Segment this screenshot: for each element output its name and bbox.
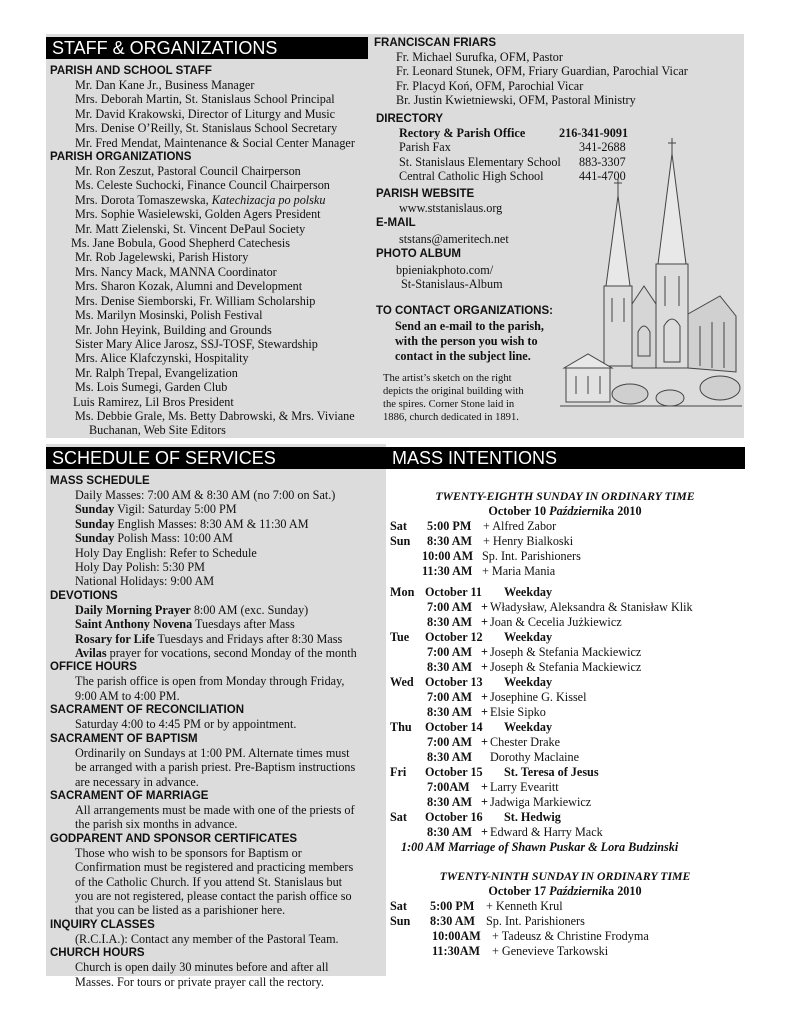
org-member-text: Mrs. Nancy Mack, MANNA Coordinator (75, 264, 277, 279)
church-sketch (560, 136, 742, 434)
weekday-row (390, 630, 740, 645)
weekday-mass-time: 7:00 AM (427, 645, 473, 659)
org-member-text: Ms. Lois Sumegi, Garden Club (75, 380, 228, 395)
org-member-text: Mrs. Denise Siemborski, Fr. William Scholarship (75, 293, 316, 308)
intention-name: Sp. Int. Parishioners (482, 549, 581, 563)
weekday-mass-plus: + (481, 690, 488, 704)
office-hours-lines (50, 674, 386, 703)
weekday-mass-time: 8:30 AM (427, 825, 473, 839)
staff-member: Mr. Fred Mendat, Maintenance & Social Center Manager (75, 135, 355, 150)
baptism-lines (50, 746, 386, 789)
devotion-line (50, 632, 386, 646)
friars-list (374, 50, 688, 108)
inquiry-line: (R.C.I.A.): Contact any member of the Pastoral Team. (75, 931, 339, 946)
directory-name: Rectory & Parish Office (399, 126, 526, 140)
baptism-line: be arranged with a parish priest. Pre-Baptism instructions (75, 760, 356, 775)
friar: Br. Justin Kwietniewski, OFM, Pastoral Ministry (396, 93, 636, 108)
devotion-line (50, 646, 386, 660)
weekday-mass-plus: + (481, 735, 488, 749)
email-heading: E-MAIL (376, 217, 416, 230)
mass-schedule-line (50, 574, 386, 588)
marriage-line: All arrangements must be made with one of the priests of (75, 802, 355, 817)
weekday-row (390, 810, 740, 825)
weekday-label: Weekday (504, 675, 553, 689)
org-member (50, 323, 368, 337)
orgs-heading: PARISH ORGANIZATIONS (50, 151, 192, 164)
org-member (50, 337, 368, 351)
org-member (50, 279, 368, 293)
mass-schedule-text: Holy Day Polish: 5:30 PM (75, 560, 206, 575)
intentions-list (390, 489, 740, 959)
org-member (50, 308, 368, 322)
church-hours-line: Church is open daily 30 minutes before and after all (75, 960, 329, 975)
weekday-label: St. Hedwig (504, 810, 561, 824)
directory-phone: 441-4700 (579, 169, 626, 184)
intention-row (390, 929, 740, 944)
weekday-day: Sat (390, 810, 407, 824)
devotion-text: 8:00 AM (exc. Sunday) (190, 602, 309, 617)
org-member-text: Sister Mary Alice Jarosz, SSJ-TOSF, Stewardship (75, 336, 318, 351)
contact-line: contact in the subject line. (395, 349, 531, 363)
intention-time: 5:00 PM (430, 899, 475, 913)
marriage-line: the parish six months in advance. (75, 817, 238, 832)
intention-name: + Henry Bialkoski (483, 534, 574, 548)
org-member-italic: Katechizacja po polsku (211, 192, 326, 207)
weekday-mass-time: 8:30 AM (427, 615, 473, 629)
weekday-mass-row (390, 660, 740, 675)
reconciliation-line: Saturday 4:00 to 4:45 PM or by appointment. (75, 717, 297, 732)
weekday-mass-time: 7:00 AM (427, 735, 473, 749)
weekday-mass-time: 8:30 AM (427, 705, 473, 719)
intention-row (390, 534, 740, 549)
weekday-mass-name: Władysław, Aleksandra & Stanisław Klik (490, 600, 693, 614)
week1-title: TWENTY-EIGHTH SUNDAY IN ORDINARY TIME (435, 489, 695, 503)
weekday-mass-name: Jadwiga Markiewicz (490, 795, 592, 809)
devotion-name: Daily Morning Prayer (75, 602, 191, 617)
mass-schedule-bold: Sunday (75, 516, 115, 531)
week2-title: TWENTY-NINTH SUNDAY IN ORDINARY TIME (439, 869, 691, 883)
orgs-list (50, 164, 368, 438)
website-link[interactable]: www.ststanislaus.org (399, 201, 503, 215)
website-heading: PARISH WEBSITE (376, 188, 475, 200)
caption-line: depicts the original building with (383, 386, 524, 397)
weekday-day: Wed (390, 675, 414, 689)
weekday-mass-row (390, 735, 740, 750)
church-hours-heading: CHURCH HOURS (50, 947, 145, 960)
inquiry-lines (50, 932, 386, 946)
weekday-date: October 16 (425, 810, 483, 824)
weekday-mass-plus: + (481, 825, 488, 839)
friar: Fr. Michael Surufka, OFM, Pastor (396, 50, 563, 64)
org-member (50, 178, 368, 192)
weekday-date: October 11 (425, 585, 482, 599)
weekday-mass-plus: + (481, 795, 488, 809)
weekday-label: Weekday (504, 585, 553, 599)
weekday-day: Thu (390, 720, 412, 734)
staff-member: Mr. David Krakowski, Director of Liturgy and Music (75, 106, 336, 121)
intention-time: 8:30 AM (427, 534, 473, 548)
devotions-heading: DEVOTIONS (50, 589, 118, 602)
weekday-mass-time: 7:00 AM (427, 600, 473, 614)
org-member (50, 250, 368, 264)
mass-schedule-text: Polish Mass: 10:00 AM (114, 531, 233, 546)
staff-list (50, 64, 368, 438)
weekday-mass-name: Elsie Sipko (490, 705, 546, 719)
staff-header: STAFF & ORGANIZATIONS (46, 37, 368, 59)
email-link[interactable]: ststans@ameritech.net (399, 232, 509, 247)
baptism-heading: SACRAMENT OF BAPTISM (50, 732, 198, 745)
weekday-mass-row (390, 600, 740, 615)
weekday-date: October 14 (425, 720, 483, 734)
weekday-day: Fri (390, 765, 407, 779)
org-member (50, 193, 368, 207)
weekday-mass-row (390, 615, 740, 630)
org-member (50, 207, 368, 221)
friar: Fr. Placyd Koń, OFM, Parochial Vicar (396, 78, 584, 93)
org-member-text: Mr. John Heyink, Building and Grounds (75, 322, 272, 337)
photo-link-line2[interactable]: St-Stanislaus-Album (401, 277, 503, 292)
org-member (50, 380, 368, 394)
staff-member: Mrs. Denise O’Reilly, St. Stanislaus School Secretary (75, 121, 338, 136)
org-member-text: Mrs. Dorota Tomaszewska, (75, 192, 212, 207)
org-member-text: Mrs. Sophie Wasielewski, Golden Agers President (75, 207, 321, 222)
weekday-mass-row (390, 750, 740, 765)
staff-member: Mrs. Deborah Martin, St. Stanislaus School Principal (75, 92, 335, 107)
directory-phone: 883-3307 (579, 154, 626, 169)
org-member (50, 236, 368, 250)
weekday-mass-time: 8:30 AM (427, 660, 473, 674)
schedule-list (50, 474, 386, 989)
weekday-mass-plus: + (481, 600, 488, 614)
mass-schedule-text: English Masses: 8:30 AM & 11:30 AM (114, 516, 309, 531)
contact-line: with the person you wish to (395, 334, 538, 348)
staff-member: Mr. Dan Kane Jr., Business Manager (75, 78, 255, 92)
contact-heading: TO CONTACT ORGANIZATIONS: (376, 305, 553, 317)
mass-schedule-text: Holy Day English: Refer to Schedule (75, 545, 257, 560)
org-member (50, 265, 368, 279)
godparent-line: that you can be listed as a parishioner here. (75, 903, 286, 918)
weekday-mass-row (390, 690, 740, 705)
weekday-mass-row (390, 705, 740, 720)
mass-schedule-line (50, 560, 386, 574)
devotion-line (50, 603, 386, 617)
directory-name: St. Stanislaus Elementary School (399, 154, 561, 169)
weekday-mass-plus: + (481, 705, 488, 719)
contact-line: Send an e-mail to the parish, (395, 319, 544, 333)
church-hours-line: Masses. For tours or private prayer call the rectory. (75, 974, 324, 989)
weekday-mass-plus: + (481, 615, 488, 629)
org-member (50, 423, 368, 437)
school-staff-heading: PARISH AND SCHOOL STAFF (50, 65, 212, 77)
week1-weekend-masses (390, 519, 740, 579)
intention-name: + Genevieve Tarkowski (492, 944, 609, 958)
org-member (50, 351, 368, 365)
mass-schedule-text: Daily Masses: 7:00 AM & 8:30 AM (no 7:00 on Sat.) (75, 488, 336, 502)
weekday-mass-name: Larry Evearitt (490, 780, 559, 794)
church-hours-lines (50, 960, 386, 989)
week2-date: October 17 Października 2010 (488, 884, 642, 898)
weekday-row (390, 675, 740, 690)
intention-name: + Tadeusz & Christine Frodyma (492, 929, 649, 943)
intention-row (390, 899, 740, 914)
org-member-text: Ms. Jane Bobula, Good Shepherd Catechesis (71, 236, 291, 251)
org-member-text: Mr. Ralph Trepal, Evangelization (75, 365, 238, 380)
marriage-heading: SACRAMENT OF MARRIAGE (50, 789, 209, 802)
directory-name: Parish Fax (399, 140, 451, 155)
org-member-text: Mr. Ron Zeszut, Pastoral Council Chairperson (75, 164, 301, 179)
office-hours-heading: OFFICE HOURS (50, 661, 137, 674)
mass-schedule-line (50, 546, 386, 560)
friar: Fr. Leonard Stunek, OFM, Friary Guardian, Parochial Vicar (396, 64, 688, 79)
directory-phone: 216-341-9091 (559, 126, 629, 140)
weekday-mass-plus: + (481, 780, 488, 794)
weekday-mass-row (390, 795, 740, 810)
weekday-mass-name: Chester Drake (490, 735, 561, 749)
intention-time: 11:30 AM (422, 564, 473, 578)
godparent-line: of the Catholic Church. If you attend St. Stanislaus but (75, 874, 343, 889)
mass-schedule-heading: MASS SCHEDULE (50, 475, 150, 487)
devotion-text: Tuesdays and Fridays after 8:30 Mass (154, 631, 343, 646)
weekday-date: October 13 (425, 675, 483, 689)
directory-name: Central Catholic High School (399, 169, 544, 184)
org-member (50, 164, 368, 178)
weekday-date: October 15 (425, 765, 483, 779)
mass-schedule-line (50, 531, 386, 545)
godparent-lines (50, 846, 386, 918)
weekday-mass-name: Josephine G. Kissel (490, 690, 587, 704)
caption-line: the spires. Corner Stone laid in (383, 399, 515, 410)
mass-schedule-bold: Sunday (75, 502, 115, 517)
org-member (50, 222, 368, 236)
org-member-text: Mr. Rob Jagelewski, Parish History (75, 250, 249, 265)
weekday-mass-time: 8:30 AM (427, 795, 473, 809)
mass-schedule-text: National Holidays: 9:00 AM (75, 574, 215, 589)
mass-schedule-text: Vigil: Saturday 5:00 PM (114, 502, 237, 517)
intention-name: + Maria Mania (482, 564, 556, 578)
intention-time: 10:00 AM (422, 549, 474, 563)
weekday-mass-name: Joseph & Stefania Mackiewicz (490, 660, 642, 674)
intention-time: 8:30 AM (430, 914, 476, 928)
intention-day: Sun (390, 914, 411, 928)
godparent-heading: GODPARENT AND SPONSOR CERTIFICATES (50, 832, 298, 845)
mass-schedule-lines (50, 488, 386, 589)
intention-row (390, 564, 740, 579)
wedding-note: 1:00 AM Marriage of Shawn Puskar & Lora Budzinski (401, 840, 679, 854)
weekday-day: Tue (390, 630, 410, 644)
weekday-label: St. Teresa of Jesus (504, 765, 599, 779)
mass-schedule-bold: Sunday (75, 531, 115, 546)
org-member-text: Ms. Celeste Suchocki, Finance Council Chairperson (75, 178, 330, 193)
weekday-mass-name: Joseph & Stefania Mackiewicz (490, 645, 642, 659)
org-member (50, 409, 368, 423)
week2-weekend-masses (390, 899, 740, 959)
directory-heading: DIRECTORY (376, 113, 444, 125)
weekday-mass-plus: + (481, 645, 488, 659)
devotion-line (50, 617, 386, 631)
weekday-mass-name: Edward & Harry Mack (490, 825, 603, 839)
intention-name: + Kenneth Krul (486, 899, 563, 913)
friars-heading: FRANCISCAN FRIARS (374, 37, 497, 49)
reconciliation-heading: SACRAMENT OF RECONCILIATION (50, 704, 245, 717)
intention-name: + Alfred Zabor (483, 519, 557, 533)
intention-row (390, 944, 740, 959)
weekday-mass-name: Dorothy Maclaine (490, 750, 580, 764)
weekday-mass-time: 7:00AM (427, 780, 470, 794)
mass-schedule-line (50, 488, 386, 502)
org-member (50, 366, 368, 380)
org-member-text: Mrs. Sharon Kozak, Alumni and Development (75, 279, 303, 294)
mass-schedule-line (50, 517, 386, 531)
weekday-day: Mon (390, 585, 415, 599)
intentions-header: MASS INTENTIONS (386, 447, 745, 469)
intention-day: Sat (390, 519, 407, 533)
org-member-text: Luis Ramirez, Lil Bros President (73, 394, 234, 409)
office-hours-line: 9:00 AM to 4:00 PM. (75, 688, 180, 703)
godparent-line: Those who wish to be sponsors for Baptism or (75, 845, 302, 860)
intention-time: 10:00AM (432, 929, 481, 943)
mass-schedule-line (50, 502, 386, 516)
intention-name: Sp. Int. Parishioners (486, 914, 585, 928)
weekday-mass-plus: + (481, 660, 488, 674)
friars-section (374, 36, 688, 108)
weekday-label: Weekday (504, 720, 553, 734)
weekday-mass-time: 7:00 AM (427, 690, 473, 704)
godparent-line: Confirmation must be registered and practicing members (75, 860, 354, 875)
org-member-text: Ms. Marilyn Mosinski, Polish Festival (75, 308, 263, 323)
org-member-text: Mr. Matt Zielenski, St. Vincent DePaul Society (75, 221, 306, 236)
office-hours-line: The parish office is open from Monday through Friday, (75, 674, 345, 689)
week1-date: October 10 Października 2010 (488, 504, 642, 518)
intention-time: 11:30AM (432, 944, 481, 958)
intention-time: 5:00 PM (427, 519, 472, 533)
contact-text (376, 319, 576, 364)
weekday-date: October 12 (425, 630, 483, 644)
baptism-line: Ordinarily on Sundays at 1:00 PM. Alternate times must (75, 745, 350, 760)
org-member-text: Ms. Debbie Grale, Ms. Betty Dabrowski, & Mrs. Viviane (75, 408, 355, 423)
devotions-lines (50, 603, 386, 661)
devotion-name: Rosary for Life (75, 631, 155, 646)
inquiry-heading: INQUIRY CLASSES (50, 918, 155, 931)
intention-row (390, 519, 740, 534)
weekday-mass-row (390, 825, 740, 840)
weekday-row (390, 720, 740, 735)
intention-row (390, 914, 740, 929)
directory-phone: 341-2688 (579, 140, 626, 155)
org-member-text: Mrs. Alice Klafczynski, Hospitality (75, 351, 249, 366)
schedule-header: SCHEDULE OF SERVICES (46, 447, 386, 469)
weekday-row (390, 765, 740, 780)
contact-section (376, 304, 576, 364)
school-staff-list (50, 78, 368, 150)
org-member-text: Buchanan, Web Site Editors (89, 423, 226, 438)
weekday-mass-name: Joan & Cecelia Jużkiewicz (490, 615, 622, 629)
caption-line: 1886, church dedicated in 1891. (383, 412, 519, 423)
reconciliation-lines (50, 717, 386, 731)
devotion-name: Avilas (75, 646, 107, 661)
website-section (376, 187, 509, 292)
caption-line: The artist’s sketch on the right (383, 373, 512, 384)
weekday-row (390, 585, 740, 600)
godparent-line: you are not registered, please contact the parish office so (75, 888, 352, 903)
org-member (50, 395, 368, 409)
sketch-caption (383, 372, 553, 424)
weekday-mass-time: 8:30 AM (427, 750, 473, 764)
weekday-masses (390, 585, 740, 840)
devotion-text: Tuesdays after Mass (192, 617, 295, 632)
photo-heading: PHOTO ALBUM (376, 247, 461, 260)
org-member (50, 294, 368, 308)
weekday-mass-row (390, 780, 740, 795)
baptism-line: are necessary in advance. (75, 774, 199, 789)
marriage-lines (50, 803, 386, 832)
intention-row (390, 549, 740, 564)
devotion-name: Saint Anthony Novena (75, 617, 193, 632)
photo-link-line1[interactable]: bpieniakphoto.com/ (396, 262, 494, 277)
weekday-mass-row (390, 645, 740, 660)
intention-day: Sun (390, 534, 411, 548)
weekday-label: Weekday (504, 630, 553, 644)
devotion-text: prayer for vocations, second Monday of the month (106, 646, 357, 661)
intention-day: Sat (390, 899, 407, 913)
